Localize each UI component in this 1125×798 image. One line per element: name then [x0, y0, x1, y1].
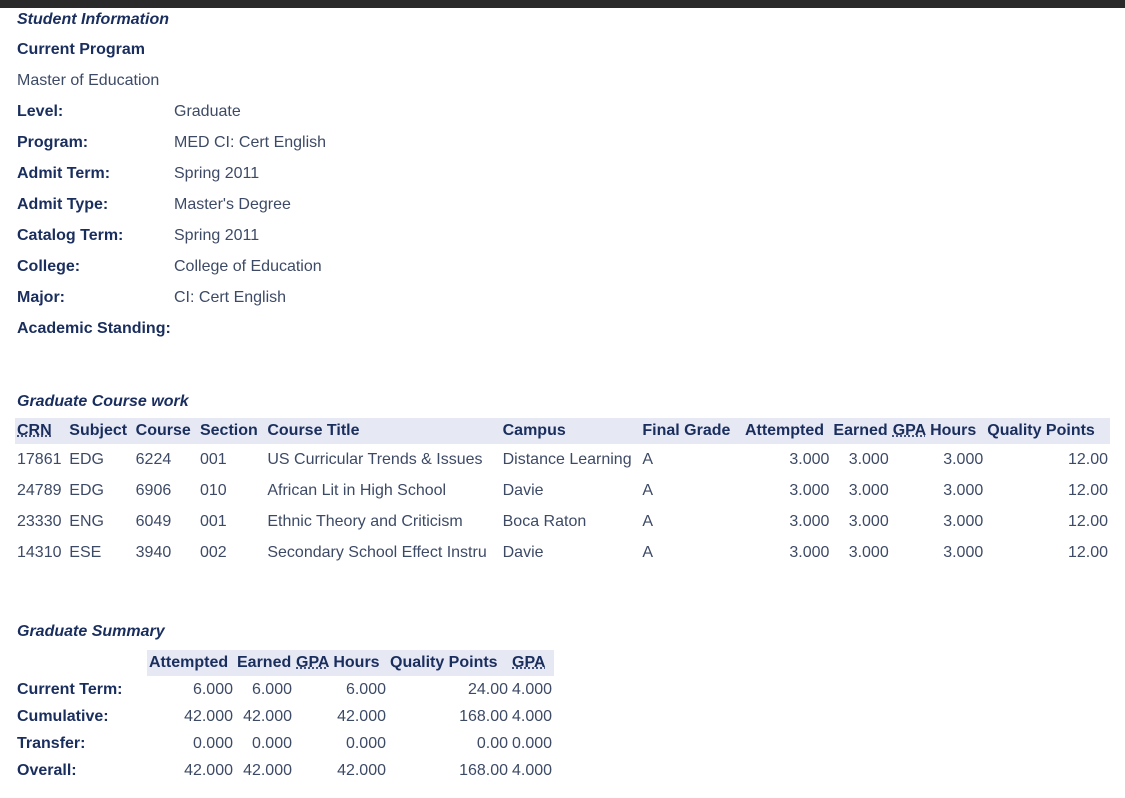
cell-gpa-hours: 3.000 [943, 450, 984, 468]
summary-gpa-hours: 42.000 [337, 761, 386, 779]
cell-subject: EDG [69, 481, 104, 499]
cell-attempted: 3.000 [789, 512, 830, 530]
summary-header-gpa-hours: GPA Hours [294, 650, 388, 676]
cell-section: 001 [199, 512, 227, 530]
cell-final-grade: A [642, 450, 654, 468]
coursework-title: Graduate Course work [17, 393, 189, 410]
summary-gpa-hours: 0.000 [345, 734, 386, 752]
cell-course: 6049 [135, 512, 172, 530]
field-value-major: CI: Cert English [174, 289, 287, 306]
field-value-level: Graduate [174, 103, 241, 120]
summary-earned: 42.000 [243, 761, 292, 779]
summary-quality-points: 168.00 [459, 761, 508, 779]
field-label-admit-term: Admit Term: [17, 165, 111, 182]
cell-course-title: African Lit in High School [267, 481, 447, 499]
cell-quality-points: 12.00 [1067, 481, 1108, 499]
field-label-level: Level: [17, 103, 64, 120]
cell-campus: Davie [502, 481, 544, 499]
summary-quality-points: 0.00 [476, 734, 508, 752]
field-label-catalog-term: Catalog Term: [17, 227, 124, 244]
course-row [15, 444, 1110, 475]
header-campus: Campus [501, 418, 641, 444]
field-label-academic-standing: Academic Standing: [17, 320, 171, 337]
top-bar [0, 0, 1125, 8]
coursework-table [15, 418, 1110, 568]
cell-crn: 24789 [17, 481, 62, 499]
header-attempted: Attempted [743, 418, 831, 444]
summary-header-spacer [15, 650, 147, 676]
summary-header-gpa: GPA [510, 650, 554, 676]
summary-header-earned: Earned [235, 650, 294, 676]
cell-crn: 23330 [17, 512, 62, 530]
summary-header-row [15, 650, 554, 676]
summary-gpa-hours: 6.000 [345, 680, 386, 698]
field-value-catalog-term: Spring 2011 [174, 227, 260, 244]
field-label-college: College: [17, 258, 81, 275]
cell-crn: 14310 [17, 543, 62, 561]
header-section: Section [198, 418, 265, 444]
cell-campus: Boca Raton [502, 512, 587, 530]
summary-gpa: 4.000 [512, 761, 553, 779]
cell-gpa-hours: 3.000 [943, 543, 984, 561]
cell-gpa-hours: 3.000 [943, 512, 984, 530]
summary-quality-points: 168.00 [459, 707, 508, 725]
course-row [15, 475, 1110, 506]
field-value-college: College of Education [174, 258, 322, 275]
cell-quality-points: 12.00 [1067, 450, 1108, 468]
summary-quality-points: 24.00 [467, 680, 508, 698]
summary-row [15, 730, 554, 757]
cell-attempted: 3.000 [789, 481, 830, 499]
summary-row [15, 676, 554, 703]
cell-campus: Distance Learning [502, 450, 632, 468]
current-program-label: Current Program [17, 41, 146, 58]
summary-header-quality-points: Quality Points [388, 650, 510, 676]
summary-title: Graduate Summary [17, 623, 165, 640]
header-gpa-hours: GPA Hours [891, 418, 986, 444]
student-info-fields [17, 103, 417, 353]
cell-campus: Davie [502, 543, 544, 561]
summary-earned: 0.000 [251, 734, 292, 752]
field-label-admit-type: Admit Type: [17, 196, 109, 213]
cell-attempted: 3.000 [789, 543, 830, 561]
cell-final-grade: A [642, 481, 654, 499]
cell-section: 001 [199, 450, 227, 468]
summary-row-label: Cumulative: [17, 707, 109, 725]
course-row [15, 537, 1110, 568]
summary-attempted: 6.000 [192, 680, 233, 698]
summary-gpa-hours: 42.000 [337, 707, 386, 725]
summary-gpa: 4.000 [512, 680, 553, 698]
cell-final-grade: A [642, 543, 654, 561]
coursework-header-row [15, 418, 1110, 444]
header-quality-points: Quality Points [985, 418, 1110, 444]
summary-table [15, 650, 554, 784]
cell-quality-points: 12.00 [1067, 512, 1108, 530]
cell-earned: 3.000 [848, 450, 889, 468]
summary-attempted: 42.000 [184, 707, 233, 725]
field-label-major: Major: [17, 289, 65, 306]
field-label-program: Program: [17, 134, 89, 151]
summary-gpa: 4.000 [512, 707, 553, 725]
summary-gpa: 0.000 [512, 734, 553, 752]
cell-course: 6224 [135, 450, 172, 468]
cell-subject: EDG [69, 450, 104, 468]
summary-earned: 42.000 [243, 707, 292, 725]
cell-earned: 3.000 [848, 481, 889, 499]
cell-course-title: Ethnic Theory and Criticism [267, 512, 463, 530]
field-value-program: MED CI: Cert English [174, 134, 327, 151]
header-earned: Earned [831, 418, 890, 444]
header-course: Course [134, 418, 198, 444]
cell-final-grade: A [642, 512, 654, 530]
cell-gpa-hours: 3.000 [943, 481, 984, 499]
summary-attempted: 42.000 [184, 761, 233, 779]
summary-header-attempted: Attempted [147, 650, 235, 676]
cell-course-title: US Curricular Trends & Issues [267, 450, 483, 468]
header-crn: CRN [15, 418, 67, 444]
summary-row [15, 757, 554, 784]
header-final-grade: Final Grade [640, 418, 743, 444]
cell-section: 002 [199, 543, 227, 561]
summary-earned: 6.000 [251, 680, 292, 698]
field-value-admit-type: Master's Degree [174, 196, 291, 213]
summary-row-label: Overall: [17, 761, 77, 779]
cell-attempted: 3.000 [789, 450, 830, 468]
summary-attempted: 0.000 [192, 734, 233, 752]
header-subject: Subject [67, 418, 133, 444]
program-name: Master of Education [17, 72, 160, 89]
cell-section: 010 [199, 481, 227, 499]
summary-row-label: Transfer: [17, 734, 86, 752]
cell-subject: ESE [69, 543, 102, 561]
field-value-admit-term: Spring 2011 [174, 165, 260, 182]
student-information-title: Student Information [17, 11, 169, 28]
cell-quality-points: 12.00 [1067, 543, 1108, 561]
summary-row [15, 703, 554, 730]
cell-course: 6906 [135, 481, 172, 499]
course-row [15, 506, 1110, 537]
header-course-title: Course Title [265, 418, 500, 444]
cell-earned: 3.000 [848, 543, 889, 561]
cell-crn: 17861 [17, 450, 62, 468]
cell-course: 3940 [135, 543, 172, 561]
cell-subject: ENG [69, 512, 104, 530]
cell-earned: 3.000 [848, 512, 889, 530]
summary-row-label: Current Term: [17, 680, 123, 698]
cell-course-title: Secondary School Effect Instru [267, 543, 487, 561]
